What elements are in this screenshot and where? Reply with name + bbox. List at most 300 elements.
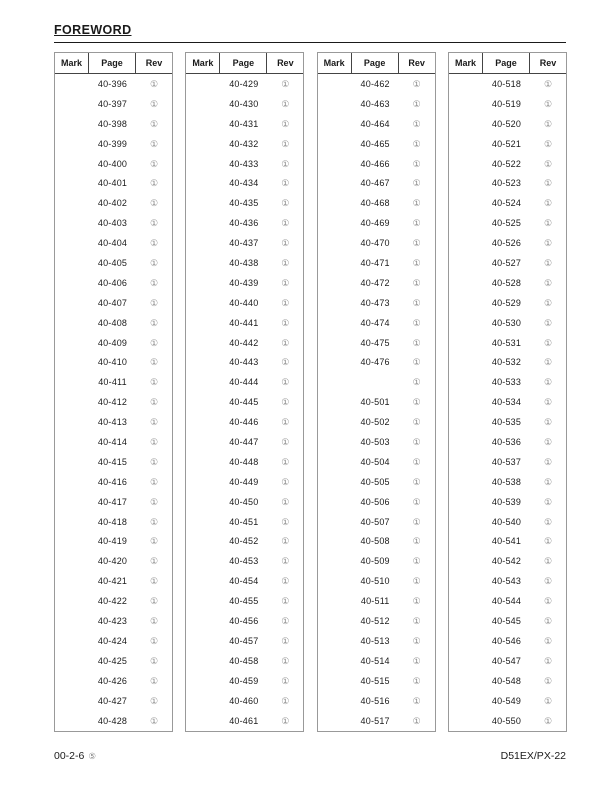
mark-cell (55, 234, 89, 254)
page-cell (352, 373, 399, 393)
mark-cell (186, 135, 220, 155)
mark-cell (318, 612, 352, 632)
mark-cell (186, 652, 220, 672)
rev-mark: ① (412, 377, 421, 388)
mark-cell (186, 473, 220, 493)
table-row (55, 294, 172, 314)
mark-cell (55, 254, 89, 274)
page-cell: 40-510 (360, 576, 390, 587)
rev-mark: ① (543, 476, 553, 487)
mark-cell (55, 532, 89, 552)
table-row (186, 334, 303, 354)
rev-mark: ① (281, 556, 290, 567)
table-row (186, 652, 303, 672)
rev-mark: ① (412, 297, 421, 308)
mark-cell (449, 174, 483, 194)
rev-mark: ① (412, 437, 421, 448)
mark-cell (449, 532, 483, 552)
mark-cell (55, 314, 89, 334)
mark-cell (318, 572, 352, 592)
page-cell: 40-435 (229, 198, 259, 209)
mark-cell (55, 214, 89, 234)
table-row (186, 135, 303, 155)
page-cell: 40-444 (229, 377, 259, 388)
mark-cell (186, 672, 220, 692)
page-cell: 40-446 (229, 417, 259, 428)
table-row (55, 334, 172, 354)
mark-cell (186, 692, 220, 712)
page-cell: 40-476 (360, 357, 390, 368)
table-row (449, 433, 566, 453)
table-row (318, 95, 435, 115)
rev-mark: ① (281, 138, 290, 149)
rev-mark: ① (543, 317, 553, 328)
rev-mark: ① (543, 417, 553, 428)
page-cell: 40-465 (360, 138, 390, 149)
mark-cell (318, 513, 352, 533)
table-row (318, 274, 435, 294)
rev-mark: ① (281, 218, 290, 229)
rev-mark: ① (281, 536, 290, 547)
table-row (186, 234, 303, 254)
page-cell: 40-443 (229, 357, 259, 368)
table-row (449, 115, 566, 135)
rev-mark: ① (149, 258, 159, 269)
mark-cell (449, 493, 483, 513)
mark-cell (55, 115, 89, 135)
rev-mark: ① (543, 456, 553, 467)
mark-cell (55, 393, 89, 413)
rev-mark: ① (281, 655, 290, 666)
rev-mark: ① (412, 158, 421, 169)
mark-cell (186, 254, 220, 274)
rev-mark: ① (543, 118, 553, 129)
footer-model-code: D51EX/PX-22 (500, 750, 566, 762)
mark-cell (186, 592, 220, 612)
table-row (55, 493, 172, 513)
table-body (55, 74, 172, 731)
page-cell: 40-469 (360, 218, 390, 229)
table-row (318, 672, 435, 692)
rev-mark: ① (149, 576, 159, 587)
mark-cell (449, 513, 483, 533)
mark-cell (449, 692, 483, 712)
rev-mark: ① (149, 397, 159, 408)
table-row (55, 712, 172, 732)
rev-mark: ① (281, 397, 290, 408)
rev-mark: ① (412, 596, 421, 607)
mark-cell (186, 75, 220, 95)
table-row (318, 592, 435, 612)
column-header-rev: Rev (408, 58, 425, 68)
page-cell: 40-542 (491, 556, 522, 567)
rev-mark: ① (543, 655, 553, 666)
rev-mark: ① (412, 456, 421, 467)
rev-mark: ① (281, 417, 290, 428)
table-row (449, 672, 566, 692)
page-cell: 40-518 (491, 79, 522, 89)
revision-table-3 (317, 52, 436, 732)
page-cell: 40-550 (491, 715, 522, 726)
table-row (318, 393, 435, 413)
rev-mark: ① (543, 158, 553, 169)
rev-mark: ① (543, 357, 553, 368)
table-row (55, 95, 172, 115)
rev-mark: ① (412, 516, 421, 527)
table-row (318, 314, 435, 334)
table-row (449, 155, 566, 175)
table-row (449, 214, 566, 234)
mark-cell (186, 353, 220, 373)
column-header-rev: Rev (145, 58, 163, 68)
mark-cell (55, 493, 89, 513)
rev-mark: ① (412, 616, 421, 627)
rev-mark: ① (149, 437, 159, 448)
mark-cell (449, 612, 483, 632)
mark-cell (186, 712, 220, 732)
page-cell: 40-462 (360, 79, 390, 89)
mark-cell (55, 652, 89, 672)
column-header-mark: Mark (318, 53, 352, 73)
rev-mark: ① (281, 695, 290, 706)
column-header-mark: Mark (55, 53, 89, 73)
rev-mark: ① (543, 556, 553, 567)
table-row (318, 433, 435, 453)
page-cell: 40-398 (97, 118, 128, 129)
page-cell: 40-502 (360, 417, 390, 428)
mark-cell (449, 712, 483, 732)
page-cell: 40-450 (229, 496, 259, 507)
table-row (55, 572, 172, 592)
page-cell: 40-426 (97, 675, 128, 686)
mark-cell (318, 115, 352, 135)
page-cell: 40-536 (491, 437, 522, 448)
page-cell: 40-420 (97, 556, 128, 567)
table-row (449, 572, 566, 592)
page-cell: 40-410 (97, 357, 128, 368)
table-row (449, 552, 566, 572)
page-cell: 40-457 (229, 635, 259, 646)
rev-mark: ① (412, 118, 421, 129)
page-cell: 40-467 (360, 178, 390, 189)
rev-mark: ① (543, 98, 553, 109)
page-cell: 40-429 (229, 79, 259, 89)
page-cell: 40-412 (97, 397, 128, 408)
table-row (449, 413, 566, 433)
mark-cell (318, 532, 352, 552)
mark-cell (318, 314, 352, 334)
rev-mark: ① (281, 357, 290, 368)
table-row (186, 473, 303, 493)
rev-mark: ① (281, 277, 290, 288)
mark-cell (318, 353, 352, 373)
table-row (318, 712, 435, 732)
mark-cell (449, 95, 483, 115)
page-cell: 40-548 (491, 675, 522, 686)
table-body (449, 74, 566, 731)
table-header-row (449, 53, 566, 74)
page-cell: 40-475 (360, 337, 390, 348)
rev-mark: ① (543, 516, 553, 527)
page-cell: 40-436 (229, 218, 259, 229)
rev-mark: ① (412, 695, 421, 706)
table-row (449, 592, 566, 612)
revision-table-2 (185, 52, 304, 732)
revision-tables-container (54, 52, 567, 732)
table-row (449, 692, 566, 712)
table-row (449, 334, 566, 354)
rev-mark: ① (412, 397, 421, 408)
mark-cell (318, 393, 352, 413)
table-row (318, 234, 435, 254)
rev-mark: ① (412, 258, 421, 269)
mark-cell (186, 294, 220, 314)
rev-mark: ① (281, 297, 290, 308)
mark-cell (449, 373, 483, 393)
page-cell: 40-454 (229, 576, 259, 587)
mark-cell (318, 712, 352, 732)
mark-cell (186, 532, 220, 552)
rev-mark: ① (149, 556, 159, 567)
rev-mark: ① (281, 79, 290, 89)
page-cell: 40-519 (491, 98, 522, 109)
page-cell: 40-416 (97, 476, 128, 487)
page-cell: 40-523 (491, 178, 522, 189)
rev-mark: ① (412, 198, 421, 209)
page-cell: 40-422 (97, 596, 128, 607)
rev-mark: ① (412, 79, 421, 89)
table-row (186, 274, 303, 294)
table-row (55, 552, 172, 572)
rev-mark: ① (412, 417, 421, 428)
page-cell: 40-413 (97, 417, 128, 428)
table-row (55, 413, 172, 433)
rev-mark: ① (543, 715, 553, 726)
page-cell: 40-545 (491, 616, 522, 627)
mark-cell (449, 552, 483, 572)
mark-cell (318, 692, 352, 712)
rev-mark: ① (412, 337, 421, 348)
page-cell: 40-414 (97, 437, 128, 448)
table-row (449, 274, 566, 294)
rev-mark: ① (412, 476, 421, 487)
rev-mark: ① (281, 675, 290, 686)
page-cell: 40-428 (97, 715, 128, 726)
table-row (449, 95, 566, 115)
rev-mark: ① (543, 377, 553, 388)
table-row (449, 75, 566, 95)
mark-cell (318, 453, 352, 473)
page-cell: 40-516 (360, 695, 390, 706)
page-footer (54, 750, 566, 762)
rev-mark: ① (149, 297, 159, 308)
page-cell: 40-403 (97, 218, 128, 229)
page-cell: 40-473 (360, 297, 390, 308)
rev-mark: ① (281, 178, 290, 189)
page-cell: 40-455 (229, 596, 259, 607)
mark-cell (186, 234, 220, 254)
table-row (318, 155, 435, 175)
rev-mark: ① (149, 337, 159, 348)
rev-mark: ① (281, 317, 290, 328)
page-cell: 40-445 (229, 397, 259, 408)
table-row (55, 373, 172, 393)
page-cell: 40-396 (97, 79, 128, 89)
table-row (449, 473, 566, 493)
page-cell: 40-425 (97, 655, 128, 666)
rev-mark: ① (281, 516, 290, 527)
table-row (55, 592, 172, 612)
rev-mark: ① (281, 715, 290, 726)
page-cell: 40-447 (229, 437, 259, 448)
page-cell: 40-547 (491, 655, 522, 666)
rev-mark: ① (412, 715, 421, 726)
page-cell: 40-534 (491, 397, 522, 408)
page-cell: 40-537 (491, 456, 522, 467)
page-cell: 40-513 (360, 635, 390, 646)
mark-cell (55, 413, 89, 433)
table-row (186, 393, 303, 413)
table-row (186, 254, 303, 274)
rev-mark: ① (412, 675, 421, 686)
table-row (186, 612, 303, 632)
rev-mark: ① (149, 516, 159, 527)
mark-cell (55, 632, 89, 652)
mark-cell (449, 632, 483, 652)
mark-cell (186, 413, 220, 433)
mark-cell (449, 274, 483, 294)
page-cell: 40-527 (491, 258, 522, 269)
mark-cell (449, 214, 483, 234)
rev-mark: ① (149, 655, 159, 666)
mark-cell (318, 214, 352, 234)
page-cell: 40-421 (97, 576, 128, 587)
table-row (318, 612, 435, 632)
page-cell: 40-399 (97, 138, 128, 149)
page-cell: 40-515 (360, 675, 390, 686)
mark-cell (186, 453, 220, 473)
mark-cell (449, 652, 483, 672)
mark-cell (318, 433, 352, 453)
mark-cell (55, 672, 89, 692)
table-row (55, 75, 172, 95)
rev-mark: ① (149, 476, 159, 487)
page-cell: 40-522 (491, 158, 522, 169)
mark-cell (55, 592, 89, 612)
page-cell: 40-526 (491, 238, 522, 249)
table-row (449, 652, 566, 672)
page-cell: 40-505 (360, 476, 390, 487)
page-cell: 40-397 (97, 98, 128, 109)
mark-cell (186, 632, 220, 652)
mark-cell (449, 453, 483, 473)
table-row (449, 632, 566, 652)
rev-mark: ① (412, 496, 421, 507)
rev-mark: ① (543, 238, 553, 249)
rev-mark: ① (281, 596, 290, 607)
mark-cell (449, 334, 483, 354)
page-cell: 40-434 (229, 178, 259, 189)
rev-mark: ① (149, 79, 159, 89)
table-row (318, 174, 435, 194)
rev-mark: ① (149, 715, 159, 726)
rev-mark: ① (149, 158, 159, 169)
page-cell: 40-466 (360, 158, 390, 169)
mark-cell (318, 632, 352, 652)
table-row (186, 513, 303, 533)
rev-mark: ① (543, 138, 553, 149)
mark-cell (186, 194, 220, 214)
page-cell: 40-540 (491, 516, 522, 527)
page-cell: 40-532 (491, 357, 522, 368)
rev-mark: ① (543, 536, 553, 547)
page-cell: 40-544 (491, 596, 522, 607)
rev-mark: ① (412, 556, 421, 567)
rev-mark: ① (281, 158, 290, 169)
rev-mark: ① (149, 456, 159, 467)
page-cell: 40-453 (229, 556, 259, 567)
mark-cell (186, 493, 220, 513)
mark-cell (318, 135, 352, 155)
revision-table-1 (54, 52, 173, 732)
table-row (186, 532, 303, 552)
table-row (318, 135, 435, 155)
table-row (449, 493, 566, 513)
table-row (318, 552, 435, 572)
table-row (449, 174, 566, 194)
page-cell: 40-501 (360, 397, 390, 408)
page-cell: 40-402 (97, 198, 128, 209)
page-cell: 40-423 (97, 616, 128, 627)
page-cell: 40-504 (360, 456, 390, 467)
mark-cell (449, 314, 483, 334)
mark-cell (55, 155, 89, 175)
table-row (55, 612, 172, 632)
table-row (449, 314, 566, 334)
rev-mark: ① (149, 536, 159, 547)
page-cell: 40-541 (491, 536, 522, 547)
table-row (318, 692, 435, 712)
page-cell: 40-543 (491, 576, 522, 587)
table-row (186, 493, 303, 513)
table-row (55, 692, 172, 712)
page-cell: 40-464 (360, 118, 390, 129)
rev-mark: ① (281, 576, 290, 587)
rev-mark: ① (543, 277, 553, 288)
page-cell: 40-401 (97, 178, 128, 189)
rev-mark: ① (412, 178, 421, 189)
table-row (318, 652, 435, 672)
table-row (186, 115, 303, 135)
table-row (318, 572, 435, 592)
page-cell: 40-508 (360, 536, 390, 547)
mark-cell (318, 174, 352, 194)
rev-mark: ① (412, 238, 421, 249)
rev-mark: ① (543, 437, 553, 448)
rev-mark: ① (149, 277, 159, 288)
table-row (55, 234, 172, 254)
table-row (55, 353, 172, 373)
mark-cell (449, 155, 483, 175)
page-cell: 40-520 (491, 118, 522, 129)
mark-cell (449, 254, 483, 274)
table-row (186, 353, 303, 373)
table-row (318, 115, 435, 135)
rev-mark: ① (412, 635, 421, 646)
mark-cell (55, 135, 89, 155)
mark-cell (55, 174, 89, 194)
page-cell: 40-432 (229, 138, 259, 149)
